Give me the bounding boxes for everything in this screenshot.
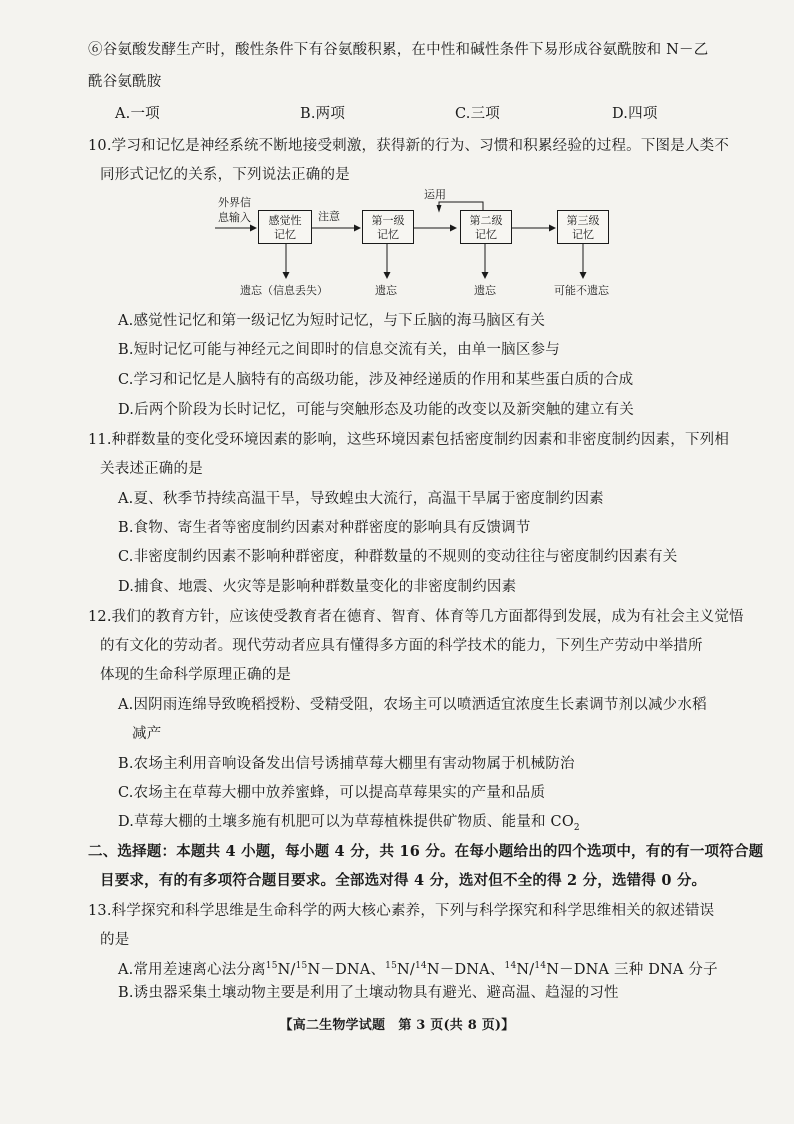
q9-option-b: B.两项 — [300, 106, 346, 122]
q12-option-d-text: D.草莓大棚的土壤多施有机肥可以为草莓植株提供矿物质、能量和 CO — [118, 814, 574, 830]
third-level-label-1: 第三级 — [566, 214, 600, 227]
q9-option-c: C.三项 — [455, 106, 500, 122]
section-2-heading-1: 二、选择题：本题共 4 小题，每小题 4 分，共 16 分。在每小题给出的四个选项中，有的有一项符合题 — [88, 843, 764, 860]
q13-option-a — [118, 956, 718, 980]
q12-option-b: B.农场主利用音响设备发出信号诱捕草莓大棚里有害动物属于机械防治 — [118, 756, 575, 772]
q10-option-b: B.短时记忆可能与神经元之间即时的信息交流有关，由单一脑区参与 — [118, 342, 560, 358]
q10-option-a: A.感觉性记忆和第一级记忆为短时记忆，与下丘脑的海马脑区有关 — [118, 313, 546, 329]
q11-stem-1: 11.种群数量的变化受环境因素的影响，这些环境因素包括密度制约因素和非密度制约因素，下列相 — [88, 432, 730, 448]
use-label: 运用 — [424, 188, 446, 201]
sensory-memory-label-1: 感觉性 — [268, 214, 302, 227]
q13-a-text: N/ — [516, 961, 535, 978]
q11-stem-2: 关表述正确的是 — [100, 461, 203, 477]
sensory-memory-label-2: 记忆 — [274, 228, 296, 241]
q12-option-a-2: 减产 — [132, 726, 162, 742]
third-level-memory-box — [557, 210, 609, 244]
use-loop-head — [437, 205, 441, 211]
forget-label-3: 遗忘 — [474, 284, 496, 297]
isotope-sup: 14 — [504, 961, 517, 971]
q12-stem-3: 体现的生命科学原理正确的是 — [100, 667, 292, 683]
forget-label-2: 遗忘 — [375, 284, 397, 297]
second-level-memory-box — [460, 210, 512, 244]
q11-option-d: D.捕食、地震、火灾等是影响种群数量变化的非密度制约因素 — [118, 579, 517, 595]
q12-stem-1: 12.我们的教育方针，应该使受教育者在德育、智育、体育等几方面都得到发展，成为有社会主义觉悟 — [88, 609, 744, 625]
q10-option-c: C.学习和记忆是人脑特有的高级功能，涉及神经递质的作用和某些蛋白质的合成 — [118, 372, 634, 388]
isotope-sup: 15 — [385, 961, 398, 971]
q11-option-c: C.非密度制约因素不影响种群密度，种群数量的不规则的变动往往与密度制约因素有关 — [118, 549, 678, 565]
q13-stem-2: 的是 — [100, 932, 130, 948]
section-2-heading-2: 目要求，有的有多项符合题目要求。全部选对得 4 分，选对但不全的得 2 分，选错得 0 分。 — [100, 872, 707, 889]
q13-stem-1: 13.科学探究和科学思维是生命科学的两大核心素养，下列与科学探究和科学思维相关的叙述错误 — [88, 903, 715, 919]
memory-diagram — [190, 190, 630, 305]
q12-option-d — [118, 812, 580, 838]
page-footer: 【高二生物学试题 第 3 页(共 8 页)】 — [279, 1018, 515, 1033]
q9-option-d: D.四项 — [612, 106, 658, 122]
q13-a-text: N－DNA 三种 DNA 分子 — [546, 961, 718, 978]
q10-option-d: D.后两个阶段为长时记忆，可能与突触形态及功能的改变以及新突触的建立有关 — [118, 402, 634, 418]
second-level-label-2: 记忆 — [475, 228, 497, 241]
item-6-line-1: ⑥谷氨酸发酵生产时，酸性条件下有谷氨酸积累，在中性和碱性条件下易形成谷氨酰胺和 N－乙 — [88, 42, 709, 58]
input-label-1: 外界信 — [218, 196, 251, 209]
forget-label-1: 遗忘（信息丢失） — [240, 284, 328, 297]
co2-subscript: 2 — [573, 822, 580, 833]
first-level-label-1: 第一级 — [371, 214, 405, 227]
q12-option-c: C.农场主在草莓大棚中放养蜜蜂，可以提高草莓果实的产量和品质 — [118, 785, 546, 801]
q11-option-a: A.夏、秋季节持续高温干旱，导致蝗虫大流行，高温干旱属于密度制约因素 — [118, 491, 604, 507]
q11-option-b: B.食物、寄生者等密度制约因素对种群密度的影响具有反馈调节 — [118, 520, 531, 536]
isotope-sup: 14 — [415, 961, 427, 971]
third-level-label-2: 记忆 — [572, 228, 594, 241]
second-level-label-1: 第二级 — [469, 214, 503, 227]
q13-a-text: N/ — [277, 961, 296, 978]
input-label-2: 息输入 — [218, 211, 251, 224]
first-level-memory-box — [362, 210, 414, 244]
forget-label-4: 可能不遗忘 — [554, 284, 609, 297]
isotope-sup: 15 — [295, 961, 308, 971]
sensory-memory-box — [258, 210, 312, 244]
q13-option-b: B.诱虫器采集土壤动物主要是利用了土壤动物具有避光、避高温、趋湿的习性 — [118, 985, 619, 1001]
item-6-line-2: 酰谷氨酰胺 — [88, 74, 162, 90]
q12-stem-2: 的有文化的劳动者。现代劳动者应具有懂得多方面的科学技术的能力，下列生产劳动中举措所 — [100, 638, 703, 654]
first-level-label-2: 记忆 — [377, 228, 399, 241]
attention-label: 注意 — [318, 210, 340, 223]
isotope-sup: 15 — [265, 961, 278, 971]
q12-option-a-1: A.因阴雨连绵导致晚稻授粉、受精受阻，农场主可以喷洒适宜浓度生长素调节剂以减少水稻 — [118, 697, 707, 713]
q10-stem-2: 同形式记忆的关系，下列说法正确的是 — [100, 167, 350, 183]
q9-option-a: A.一项 — [115, 106, 160, 122]
q13-a-text: N－DNA、 — [307, 961, 386, 978]
q13-a-text: N－DNA、 — [426, 961, 505, 978]
q13-a-text: A.常用差速离心法分离 — [118, 961, 266, 978]
q10-stem-1: 10.学习和记忆是神经系统不断地接受刺激，获得新的行为、习惯和积累经验的过程。下图是人类不 — [88, 138, 730, 154]
isotope-sup: 14 — [534, 961, 547, 971]
q13-a-text: N/ — [397, 961, 415, 978]
